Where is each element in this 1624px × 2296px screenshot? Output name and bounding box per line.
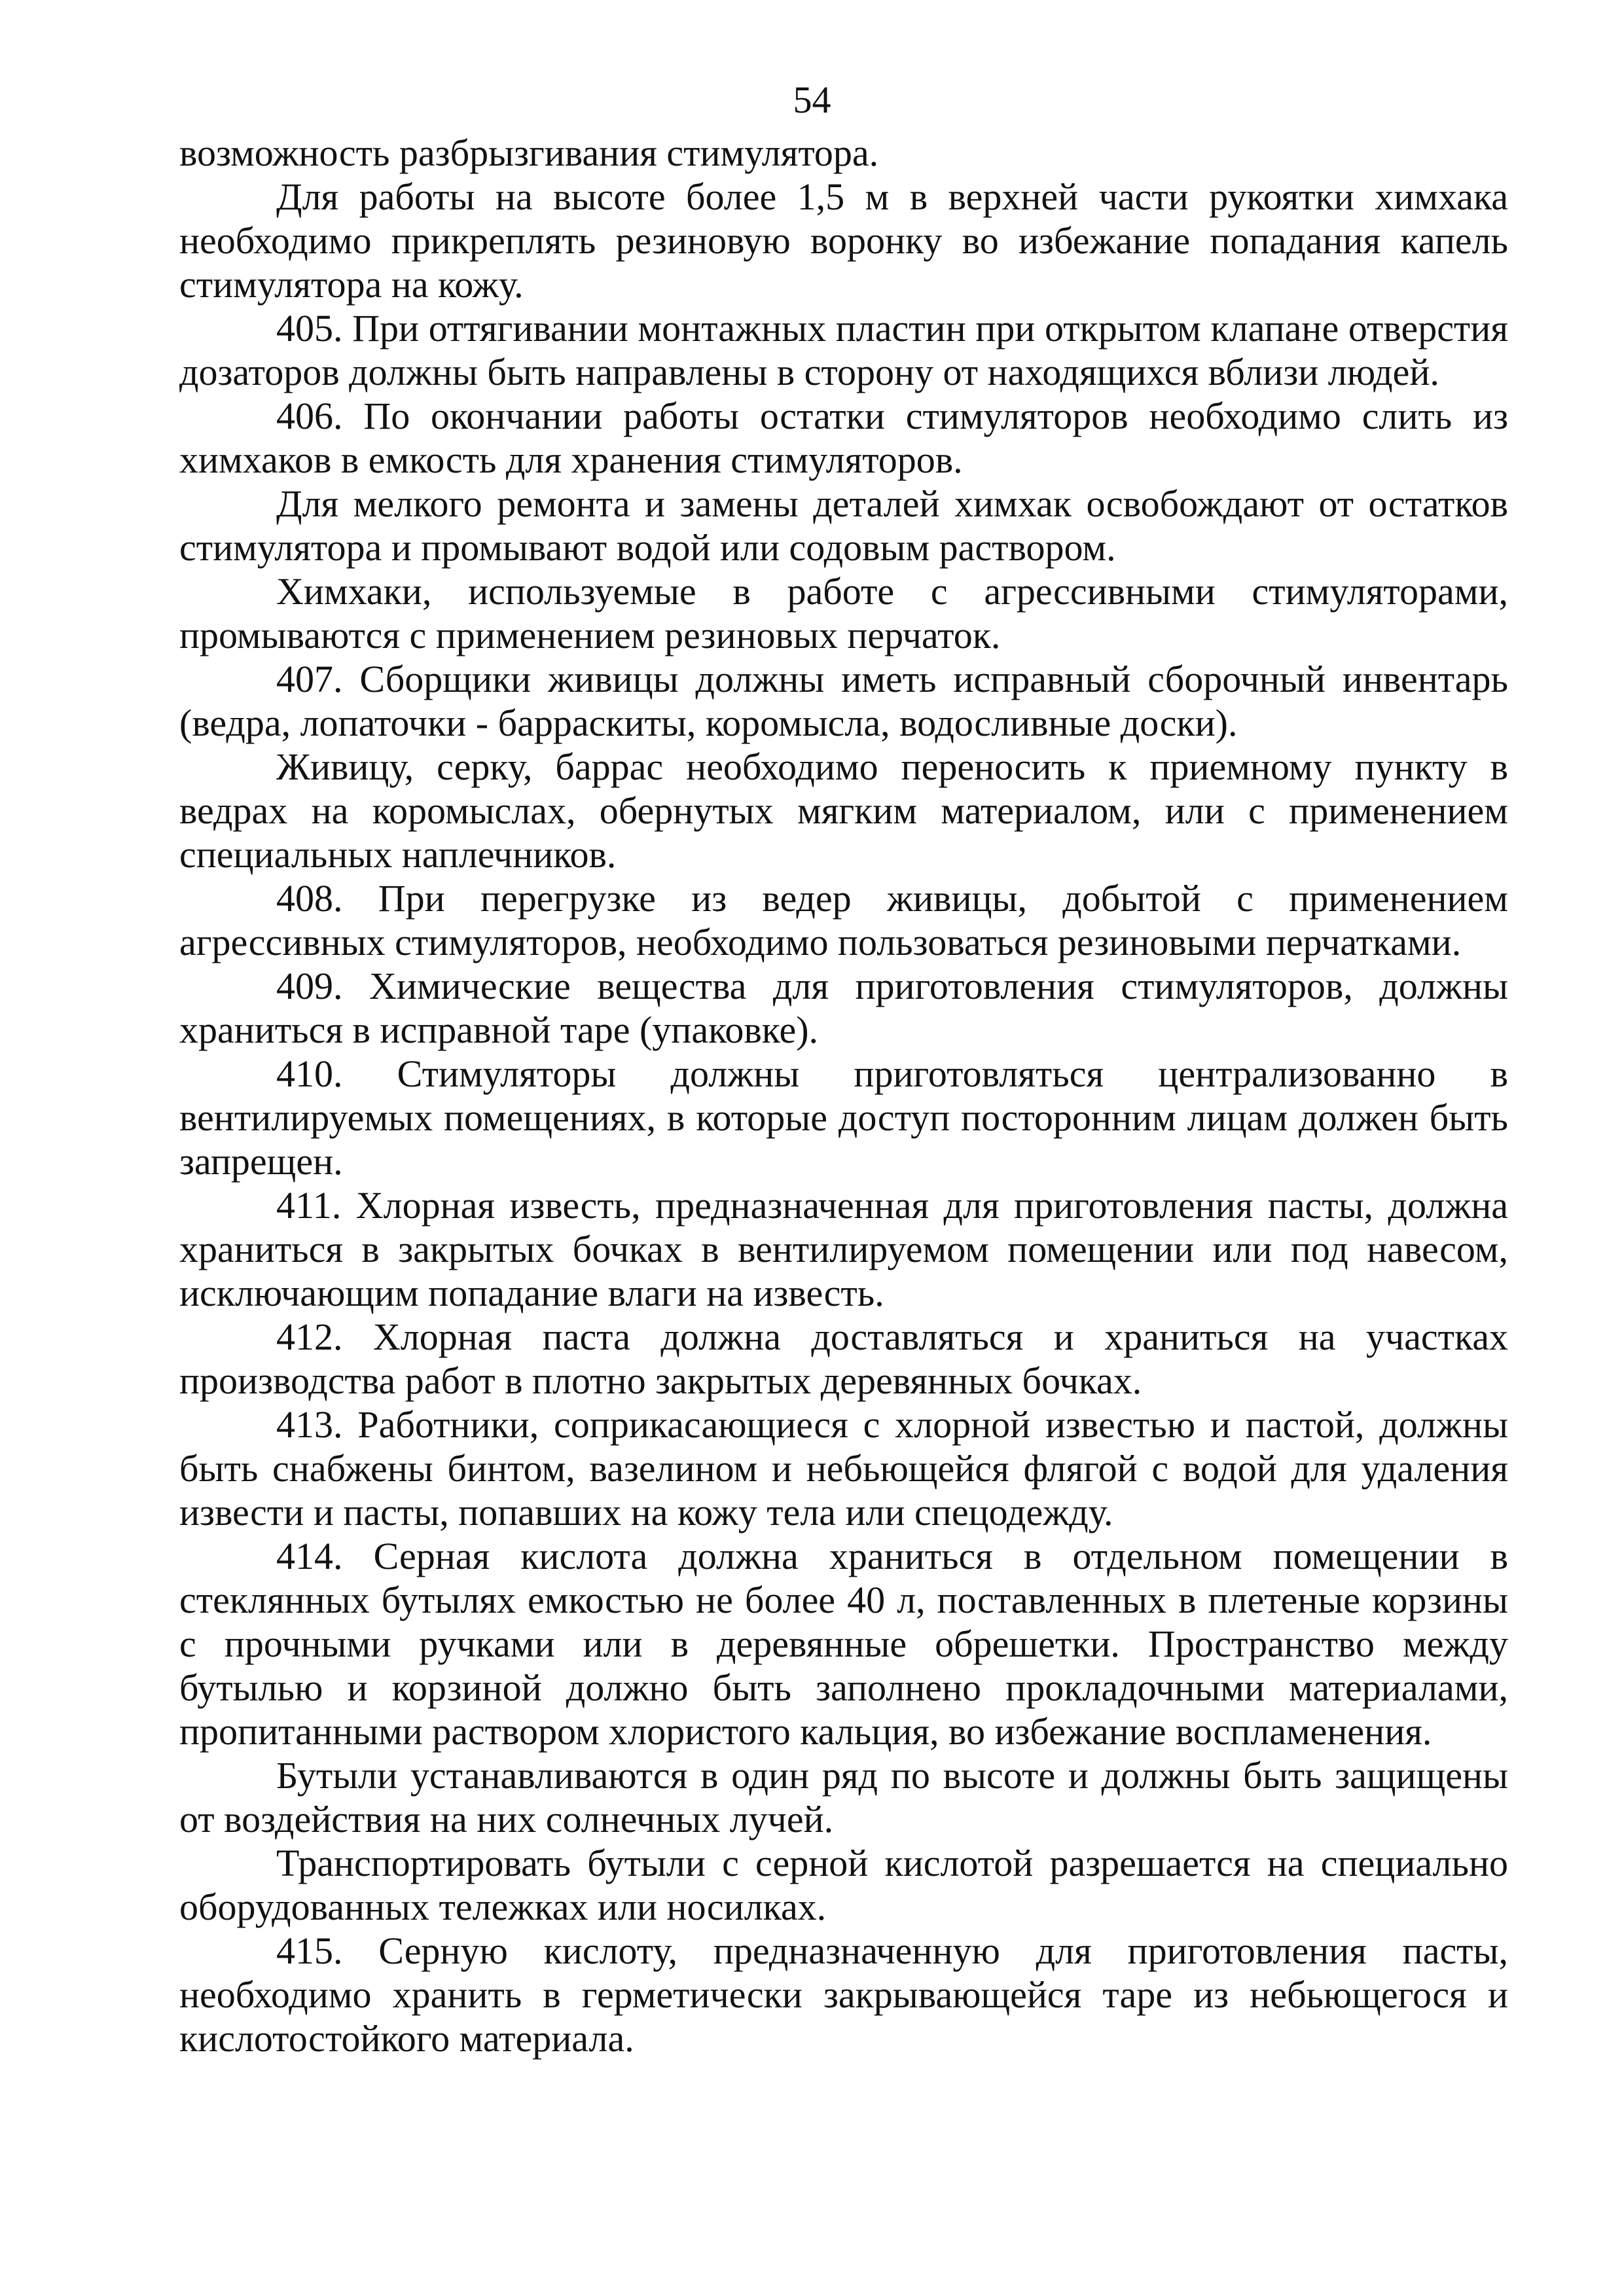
paragraph-rubber-funnel: Для работы на высоте более 1,5 м в верхней части рукоятки химхака необходимо прикреплять резиновую воронку во избежание попадания капель стимулятора на кожу.	[179, 175, 1508, 306]
paragraph-continuation: возможность разбрызгивания стимулятора.	[179, 132, 879, 174]
paragraph-minor-repair: Для мелкого ремонта и замены деталей химхак освобождают от остатков стимулятора и промывают водой или содовым раствором.	[179, 482, 1508, 569]
page-number: 54	[793, 79, 831, 121]
paragraph-bottles-transport: Транспортировать бутыли с серной кислотой разрешается на специально оборудованных тележках или носилках.	[179, 1842, 1508, 1928]
paragraph-409: 409. Химические вещества для приготовления стимуляторов, должны храниться в исправной таре (упаковке).	[179, 965, 1508, 1051]
paragraph-412: 412. Хлорная паста должна доставляться и храниться на участках производства работ в плотно закрытых деревянных бочках.	[179, 1316, 1508, 1402]
paragraph-bottles-placement: Бутыли устанавливаются в один ряд по высоте и должны быть защищены от воздействия на них солнечных лучей.	[179, 1754, 1508, 1840]
paragraph-415: 415. Серную кислоту, предназначенную для приготовления пасты, необходимо хранить в герметически закрывающейся таре из небьющегося и кислотостойкого материала.	[179, 1929, 1508, 2060]
document-body	[179, 131, 1508, 2060]
paragraph-411: 411. Хлорная известь, предназначенная для приготовления пасты, должна храниться в закрытых бочках в вентилируемом помещении или под навесом, исключающим попадание влаги на известь.	[179, 1184, 1508, 1314]
paragraph-410: 410. Стимуляторы должны приготовляться централизованно в вентилируемых помещениях, в которые доступ посторонним лицам должен быть запрещен.	[179, 1052, 1508, 1183]
paragraph-aggressive-stimulators: Химхаки, используемые в работе с агрессивными стимуляторами, промываются с применением резиновых перчаток.	[179, 570, 1508, 656]
paragraph-406: 406. По окончании работы остатки стимуляторов необходимо слить из химхаков в емкость для хранения стимуляторов.	[179, 395, 1508, 481]
paragraph-414: 414. Серная кислота должна храниться в отдельном помещении в стеклянных бутылях емкостью не более 40 л, поставленных в плетеные корзины с прочными ручками или в деревянные обрешетки. Пространство между бутылью и корзиной должно быть заполнено прокладочными материалами, пропитанными раствором хлористого кальция, во избежание воспламенения.	[179, 1535, 1508, 1753]
paragraph-405: 405. При оттягивании монтажных пластин при открытом клапане отверстия дозаторов должны быть направлены в сторону от находящихся вблизи людей.	[179, 307, 1508, 393]
paragraph-413: 413. Работники, соприкасающиеся с хлорной известью и пастой, должны быть снабжены бинтом, вазелином и небьющейся флягой с водой для удаления извести и пасты, попавших на кожу тела или спецодежду.	[179, 1403, 1508, 1534]
paragraph-carrying-resin: Живицу, серку, баррас необходимо переносить к приемному пункту в ведрах на коромыслах, обернутых мягким материалом, или с применением специальных наплечников.	[179, 745, 1508, 876]
paragraph-408: 408. При перегрузке из ведер живицы, добытой с применением агрессивных стимуляторов, необходимо пользоваться резиновыми перчатками.	[179, 877, 1508, 963]
paragraph-407: 407. Сборщики живицы должны иметь исправный сборочный инвентарь (ведра, лопаточки - барраскиты, коромысла, водосливные доски).	[179, 658, 1508, 744]
